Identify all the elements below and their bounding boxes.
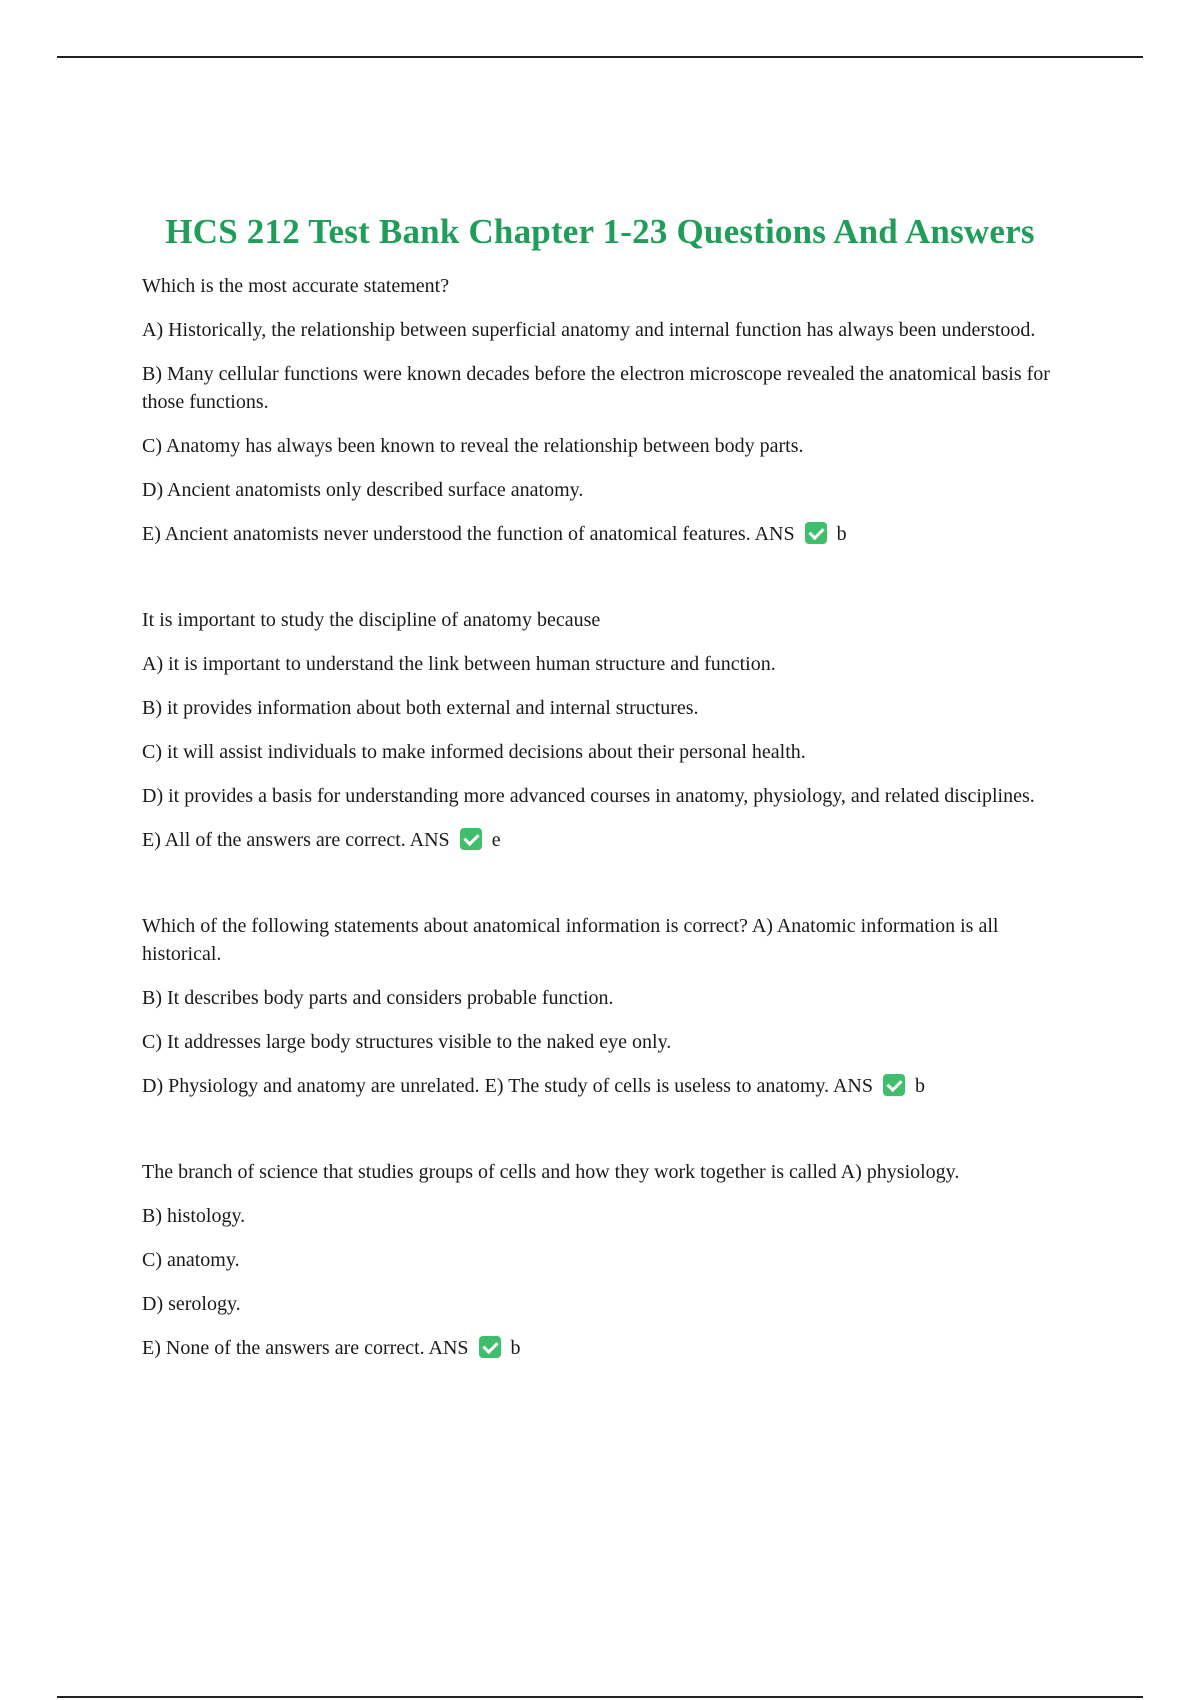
option-e: E) None of the answers are correct. ANS	[142, 1337, 469, 1359]
answer-letter: b	[836, 523, 847, 545]
question-stem: Which is the most accurate statement?	[142, 275, 450, 297]
option-d-e-with-answer	[142, 1072, 1072, 1100]
option-d: D) it provides a basis for understanding more advanced courses in anatomy, physiology, and related disciplines.	[142, 785, 1035, 807]
check-icon	[805, 522, 827, 544]
answer-letter: b	[914, 1075, 925, 1097]
option-c: C) it will assist individuals to make informed decisions about their personal health.	[142, 741, 806, 763]
question-1	[142, 272, 1072, 548]
question-stem: It is important to study the discipline of anatomy because	[142, 609, 601, 631]
option-d: D) Ancient anatomists only described surface anatomy.	[142, 479, 584, 501]
question-3	[142, 912, 1072, 1100]
option-e-with-answer	[142, 826, 1072, 854]
question-2	[142, 606, 1072, 854]
question-stem: The branch of science that studies groups of cells and how they work together is called A) physiology.	[142, 1161, 960, 1183]
option-d-e: D) Physiology and anatomy are unrelated. E) The study of cells is useless to anatomy. ANS	[142, 1075, 873, 1097]
option-b: B) histology.	[142, 1205, 246, 1227]
option-e: E) All of the answers are correct. ANS	[142, 829, 450, 851]
question-list	[142, 272, 1072, 1420]
option-b: B) Many cellular functions were known decades before the electron microscope revealed the anatomical basis for those functions.	[142, 363, 1050, 413]
check-icon	[883, 1074, 905, 1096]
option-e: E) Ancient anatomists never understood the function of anatomical features. ANS	[142, 523, 795, 545]
option-e-with-answer	[142, 1334, 1072, 1362]
option-c: C) It addresses large body structures visible to the naked eye only.	[142, 1031, 672, 1053]
option-b: B) it provides information about both external and internal structures.	[142, 697, 699, 719]
option-d: D) serology.	[142, 1293, 241, 1315]
question-4	[142, 1158, 1072, 1362]
option-c: C) anatomy.	[142, 1249, 240, 1271]
option-a: A) Historically, the relationship between superficial anatomy and internal function has always been understood.	[142, 319, 1036, 341]
top-rule	[57, 56, 1143, 58]
check-icon	[460, 828, 482, 850]
answer-letter: b	[510, 1337, 521, 1359]
option-c: C) Anatomy has always been known to reveal the relationship between body parts.	[142, 435, 804, 457]
option-a: A) it is important to understand the link between human structure and function.	[142, 653, 776, 675]
option-e-with-answer	[142, 520, 1072, 548]
check-icon	[479, 1336, 501, 1358]
question-stem: Which of the following statements about anatomical information is correct? A) Anatomic information is all historical.	[142, 915, 999, 965]
bottom-rule	[57, 1696, 1143, 1698]
answer-letter: e	[491, 829, 501, 851]
option-b: B) It describes body parts and considers probable function.	[142, 987, 614, 1009]
document-title: HCS 212 Test Bank Chapter 1-23 Questions And Answers	[165, 212, 1035, 251]
